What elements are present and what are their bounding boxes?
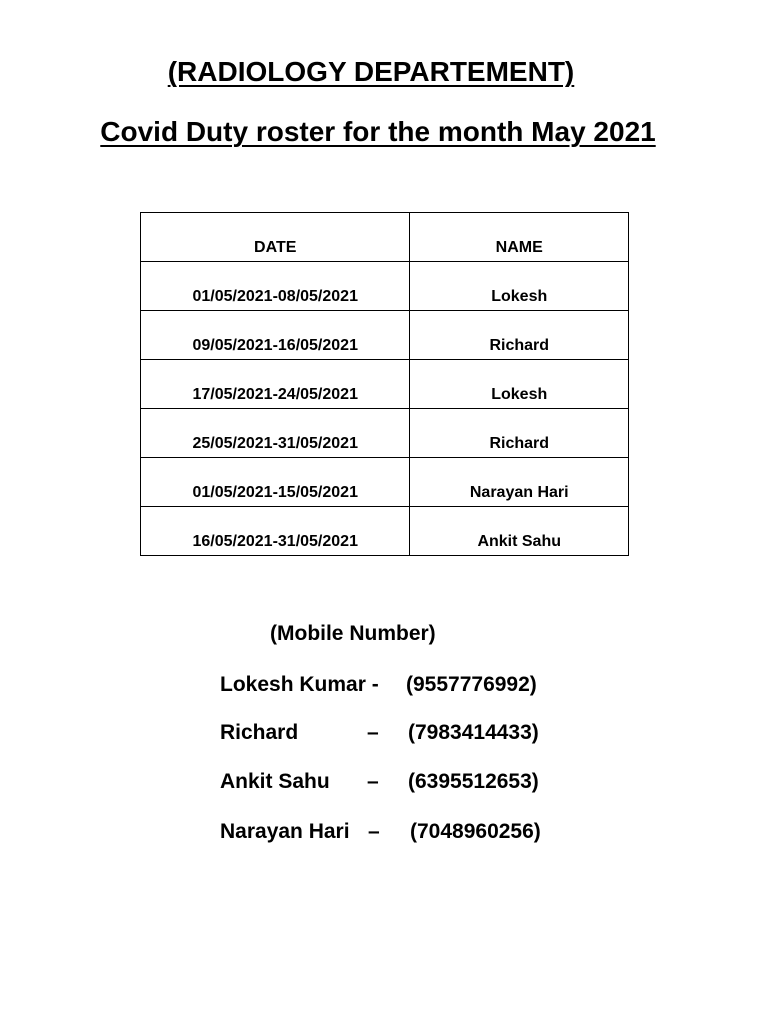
date-cell: 01/05/2021-15/05/2021 xyxy=(141,458,410,507)
contact-row-ankit xyxy=(220,770,580,800)
column-header-date: DATE xyxy=(141,213,410,262)
contact-row-lokesh xyxy=(220,673,580,703)
contact-number: (6395512653) xyxy=(408,770,539,793)
name-cell: Richard xyxy=(410,409,629,458)
date-cell: 01/05/2021-08/05/2021 xyxy=(141,262,410,311)
contact-name: Richard xyxy=(220,721,299,744)
contact-separator: – xyxy=(367,721,379,744)
contact-number: (7983414433) xyxy=(408,721,539,744)
table-row xyxy=(141,507,629,556)
name-cell: Narayan Hari xyxy=(410,458,629,507)
contact-name: Ankit Sahu xyxy=(220,770,330,793)
contact-separator: – xyxy=(368,820,380,843)
contact-row-richard xyxy=(220,721,580,751)
column-header-name: NAME xyxy=(410,213,629,262)
mobile-number-heading: (Mobile Number) xyxy=(270,622,436,645)
name-cell: Ankit Sahu xyxy=(410,507,629,556)
contact-row-narayan xyxy=(220,820,580,850)
contact-name: Lokesh Kumar - xyxy=(220,673,379,696)
table-row xyxy=(141,360,629,409)
table-row xyxy=(141,409,629,458)
contact-number: (7048960256) xyxy=(410,820,541,843)
contact-separator: – xyxy=(367,770,379,793)
name-cell: Richard xyxy=(410,311,629,360)
table-row xyxy=(141,262,629,311)
table-header-row xyxy=(141,213,629,262)
table-row xyxy=(141,458,629,507)
table-row xyxy=(141,311,629,360)
name-cell: Lokesh xyxy=(410,360,629,409)
name-cell: Lokesh xyxy=(410,262,629,311)
date-cell: 25/05/2021-31/05/2021 xyxy=(141,409,410,458)
contact-number: (9557776992) xyxy=(406,673,537,696)
roster-table xyxy=(140,212,629,556)
page-title: Covid Duty roster for the month May 2021 xyxy=(100,116,656,147)
date-cell: 09/05/2021-16/05/2021 xyxy=(141,311,410,360)
date-cell: 16/05/2021-31/05/2021 xyxy=(141,507,410,556)
department-heading: (RADIOLOGY DEPARTEMENT) xyxy=(167,56,575,87)
date-cell: 17/05/2021-24/05/2021 xyxy=(141,360,410,409)
contact-name: Narayan Hari xyxy=(220,820,350,843)
